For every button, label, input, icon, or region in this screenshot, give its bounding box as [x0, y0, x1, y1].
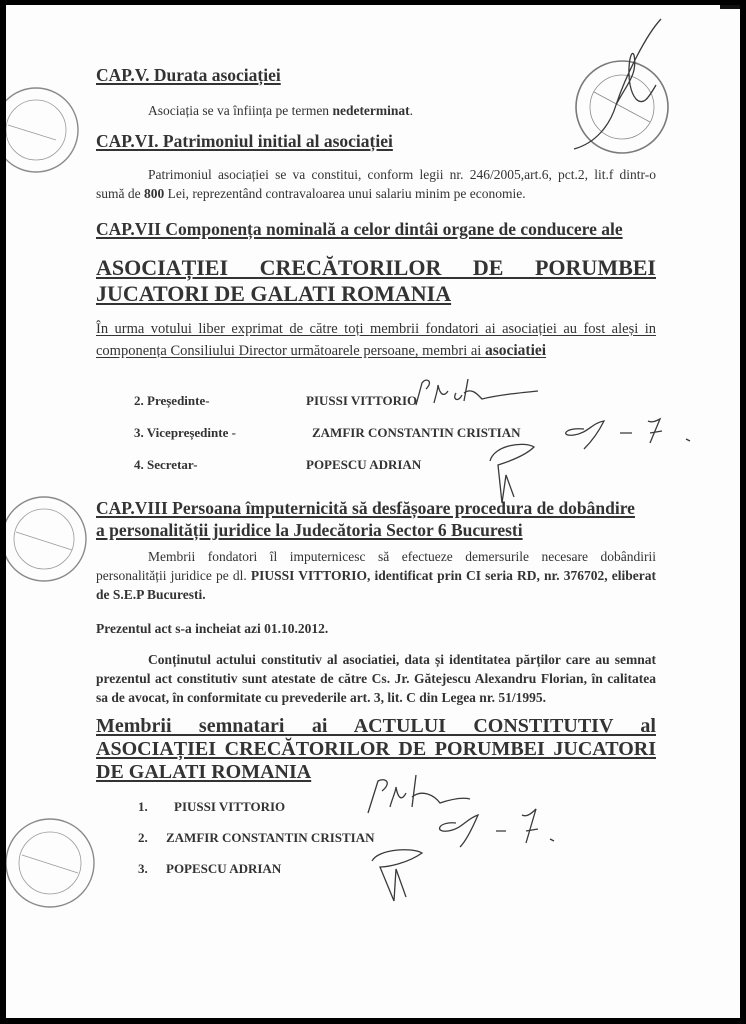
cap7-text-bold: asociatiei: [484, 342, 547, 359]
cap5-text-end: .: [409, 103, 414, 118]
cap5-text: [148, 101, 413, 120]
member-3-name: POPESCU ADRIAN: [166, 861, 282, 876]
signatories-heading: Membrii semnatari ai ACTULUI CONSTITUTIV al ASOCIAȚIEI CRECĂTORILOR DE PORUMBEI JUCATORI DE GALATI ROMANIA: [96, 715, 656, 783]
cap5-text-bold: nedeterminat: [332, 103, 410, 118]
signature-zamfir-2: [430, 805, 570, 851]
cap8-text: [96, 547, 656, 604]
date-line: Prezentul act s-a incheiat azi 01.10.2012.: [96, 621, 329, 636]
signature-popescu-1: [484, 437, 544, 507]
cap7-text-main: În urma votului liber exprimat de către toți membrii fondatori ai asociației au fost aleși in componența Consiliului Director următoarele persoane, membri ai: [96, 321, 656, 359]
cap6-heading: CAP.VI. Patrimoniul initial al asociației: [96, 131, 393, 151]
role-president-label: 2. Președinte-: [134, 393, 210, 408]
attestation-text: Conținutul actului constitutiv al asociatiei, data și identitatea părților care au semnat prezentul act constitutiv sunt atestate de către Cs. Jr. Gătejescu Alexandru Florian, în calitatea sa de avocat, în conformitate cu prevederile art. 3, lit. C din Legea nr. 51/1995.: [96, 652, 656, 705]
lawyer-stamp-middle-left: [6, 492, 96, 587]
role-secretary-label: 4. Secretar-: [134, 457, 198, 472]
member-2-number: 2.: [138, 830, 148, 845]
cap8-heading-line2: a personalității juridice la Judecătoria Sector 6 Bucuresti: [96, 520, 523, 540]
role-president-name: PIUSSI VITTORIO: [306, 393, 418, 408]
signature-lawyer: [566, 15, 676, 155]
cap6-text-end: Lei, reprezentând contravaloarea unui salariu minim pe economie.: [164, 186, 526, 201]
signature-zamfir-1: [554, 413, 704, 453]
cap5-text-main: Asociația se va înființa pe termen: [148, 103, 333, 118]
role-vicepresident-label: 3. Vicepreședinte -: [134, 425, 236, 440]
cap6-amount: 800: [144, 186, 165, 201]
document-page: [6, 5, 740, 1018]
lawyer-stamp-bottom-left: [6, 813, 106, 913]
cap7-text: [96, 319, 656, 362]
scan-edge: [720, 5, 740, 9]
signature-piussi-1: [408, 375, 548, 410]
member-1-number: 1.: [138, 799, 148, 814]
cap7-association-title: ASOCIAȚIEI CRECĂTORILOR DE PORUMBEI JUCATORI DE GALATI ROMANIA: [96, 255, 656, 306]
cap7-heading: CAP.VII Componența nominală a celor dintâi organe de conducere ale: [96, 219, 623, 239]
cap6-text: [96, 165, 656, 203]
lawyer-stamp-top-left: [6, 85, 86, 175]
member-2-name: ZAMFIR CONSTANTIN CRISTIAN: [166, 830, 375, 845]
member-1-name: PIUSSI VITTORIO: [174, 799, 286, 814]
role-secretary-name: POPESCU ADRIAN: [306, 457, 422, 472]
cap8-text-bold: PIUSSI VITTORIO, identificat prin CI seria RD, nr. 376702, eliberat de S.E.P Bucuresti.: [96, 568, 656, 602]
cap6-text-main: Patrimoniul asociației se va constitui, conform legii nr. 246/2005,art.6, pct.2, lit.f dintr-o sumă de: [96, 167, 656, 201]
role-vicepresident-name: ZAMFIR CONSTANTIN CRISTIAN: [312, 425, 521, 440]
cap8-text-main: Membrii fondatori îl imputernicesc să efectueze demersurile necesare dobândirii personalității juridice pe dl.: [96, 549, 656, 583]
member-3-number: 3.: [138, 861, 148, 876]
cap8-heading-line1: CAP.VIII Persoana împuternicită să desfășoare procedura de dobândire: [96, 498, 635, 518]
cap8-heading: [96, 497, 696, 541]
signature-popescu-2: [368, 845, 438, 905]
cap5-heading: CAP.V. Durata asociației: [96, 65, 281, 85]
